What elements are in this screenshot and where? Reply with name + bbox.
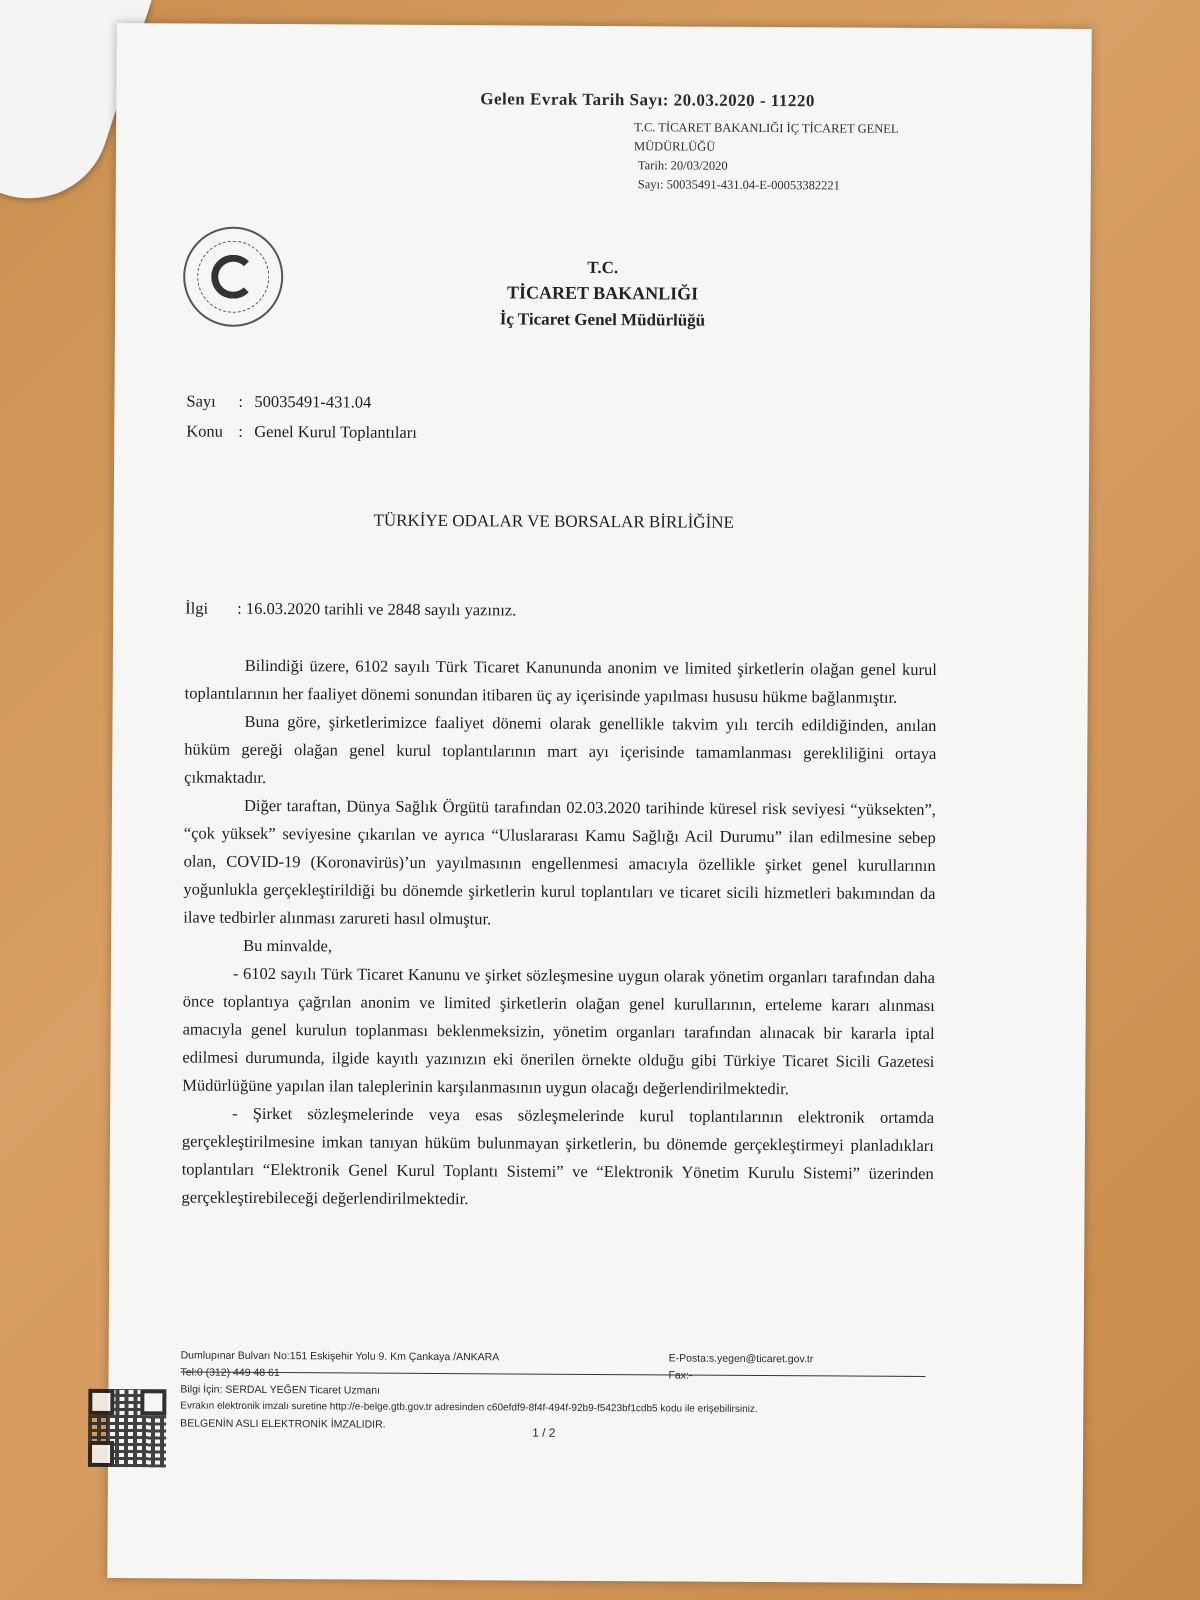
konu-value: Genel Kurul Toplantıları bbox=[254, 421, 417, 442]
header-tc: T.C. bbox=[587, 257, 619, 278]
letter-body bbox=[182, 651, 937, 1216]
footer-verify: Evrakın elektronik imzalı suretine http://e-belge.gtb.gov.tr adresinden c60efdf9-8f4f-494f-92b9-f5423bf1cdb5 kodu ile erişebilirsiniz. bbox=[180, 1400, 758, 1415]
stamp-line: T.C. TİCARET BAKANLIĞI İÇ TİCARET GENEL bbox=[634, 120, 899, 136]
recipient: TÜRKİYE ODALAR VE BORSALAR BİRLİĞİNE bbox=[373, 510, 734, 532]
header-ministry: TİCARET BAKANLIĞI bbox=[506, 282, 699, 304]
stamp-line: Tarih: 20/03/2020 bbox=[637, 158, 728, 173]
list-item: - Şirket sözleşmelerinde veya esas sözleşmelerinde kurul toplantılarının elektronik ortamda gerçekleştirilmesine imkan tanıyan hüküm bulunmayan şirketlerin, bu dönemde gerçekleştirmeyi planladıkları toplantıları “Elektronik Genel Kurul Toplantı Sistemi” ve “Elektronik Yönetim Kurulu Sistemi” üzerinden gerçekleştirebileceği değerlendirilmektedir. bbox=[181, 1103, 935, 1209]
footer-fax: Fax:- bbox=[668, 1369, 693, 1382]
incoming-stamp-title: Gelen Evrak Tarih Sayı: 20.03.2020 - 11220 bbox=[480, 89, 815, 111]
sayi-label: Sayı bbox=[186, 391, 216, 411]
header-department: İç Ticaret Genel Müdürlüğü bbox=[499, 309, 706, 330]
page-number: 1 / 2 bbox=[532, 1425, 556, 1440]
qr-code-icon bbox=[88, 1389, 166, 1467]
sayi-colon: : bbox=[238, 391, 244, 411]
paragraph: Buna göre, şirketlerimizce faaliyet dönemi olarak genellikle takvim yılı tercih edildiğinden, anılan hüküm gereği olağan genel kurul toplantılarının mart ayı içerisinde tamamlanması gerekliliğini ortaya çıkmaktadır. bbox=[184, 711, 937, 787]
ilgi-label: İlgi bbox=[185, 598, 209, 618]
footer-signed: BELGENİN ASLI ELEKTRONİK İMZALIDIR. bbox=[180, 1417, 386, 1431]
incoming-stamp-details bbox=[634, 118, 899, 196]
document-page bbox=[107, 23, 1091, 1584]
konu-label: Konu bbox=[186, 421, 223, 441]
ilgi-value: : 16.03.2020 tarihli ve 2848 sayılı yazınız. bbox=[237, 598, 517, 620]
footer-tel: Tel:0 (312) 449 48 61 bbox=[180, 1366, 280, 1380]
list-item: - 6102 sayılı Türk Ticaret Kanunu ve şirket sözleşmesine uygun olarak yönetim organları tarafından daha önce toplantıya çağrılan anonim ve limited şirketlerin olağan genel kurullarının, erteleme kararı alınması amacıyla genel kurulun toplanması beklenmeksizin, yönetim organları tarafından alınacak bir kararla iptal edilmesi durumunda, ilgide kayıtlı yazınızın eki önerilen örnekte olduğu gibi Türkiye Ticaret Sicili Gazetesi Müdürlüğüne yapılan ilan taleplerinin karşılanmasının uygun olacağı değerlendirilmektedir. bbox=[182, 963, 936, 1099]
paragraph: Diğer taraftan, Dünya Sağlık Örgütü tarafından 02.03.2020 tarihinde küresel risk seviyesi “yüksekten”, “çok yüksek” seviyesine çıkarılan ve ayrıca “Uluslararası Kamu Sağlığı Acil Durumu” ilan edilmesine sebep olan, COVID-19 (Koronavirüs)’un yayılmasının engellenmesi amacıyla özellikle şirket genel kurullarının yoğunlukla gerçekleştirildiği bu dönemde şirketlerin kurul toplantıları ve ticaret sicili hizmetleri bakımından da ilave tedbirler alınması zarureti hasıl olmuştur. bbox=[183, 795, 937, 929]
sayi-value: 50035491-431.04 bbox=[254, 391, 372, 412]
footer-address: Dumlupınar Bulvarı No:151 Eskişehir Yolu 9. Km Çankaya /ANKARA bbox=[180, 1349, 500, 1364]
paragraph: Bilindiği üzere, 6102 sayılı Türk Ticaret Kanununda anonim ve limited şirketlerin olağan genel kurul toplantılarının her faaliyet dönemi sonundan itibaren üç ay içerisinde yapılması hususu hükme bağlanmıştır. bbox=[184, 655, 937, 707]
stamp-line: Sayı: 50035491-431.04-E-00053382221 bbox=[637, 177, 840, 193]
paragraph: Bu minvalde, bbox=[243, 935, 333, 956]
footer-email: E-Posta:s.yegen@ticaret.gov.tr bbox=[668, 1352, 814, 1366]
stamp-line: MÜDÜRLÜĞÜ bbox=[633, 139, 716, 154]
konu-colon: : bbox=[238, 421, 243, 441]
footer-info: Bilgi İçin: SERDAL YEĞEN Ticaret Uzmanı bbox=[180, 1383, 381, 1397]
footer-divider bbox=[181, 1371, 926, 1377]
